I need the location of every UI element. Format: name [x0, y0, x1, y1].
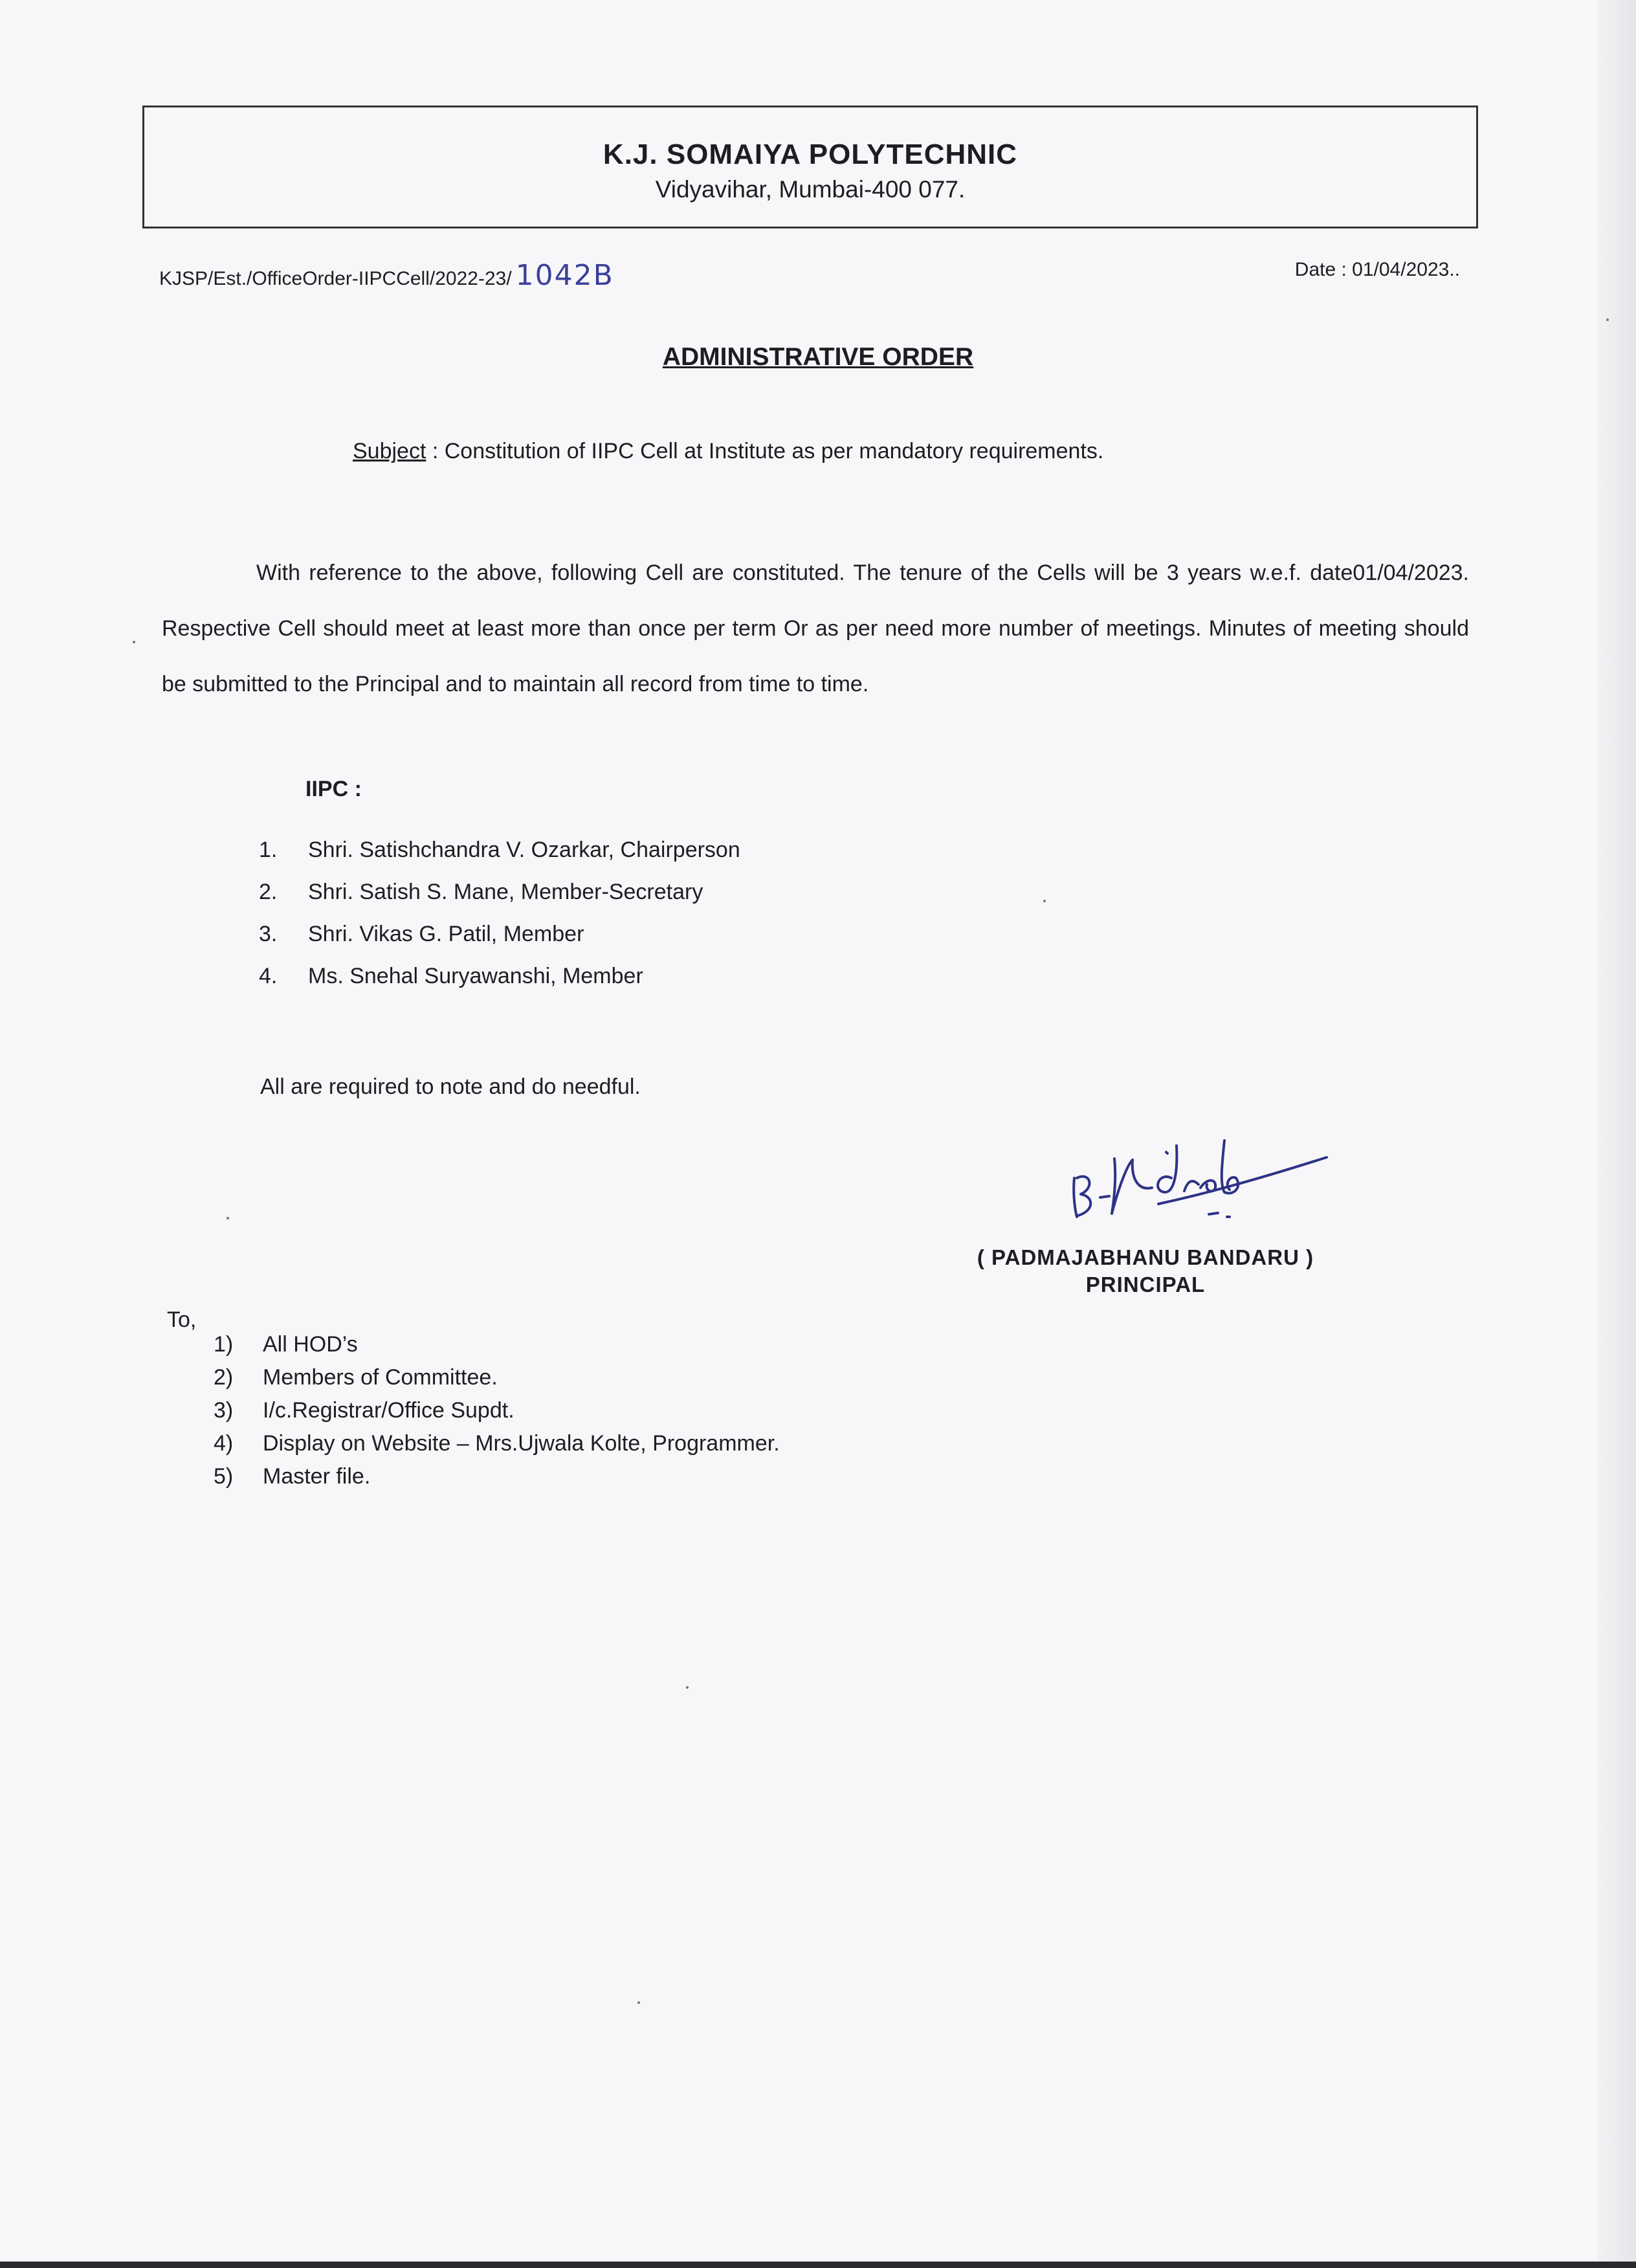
- reference-handwritten: 1042B: [515, 259, 614, 292]
- order-title: ADMINISTRATIVE ORDER: [662, 343, 974, 371]
- list-item: [259, 964, 740, 1006]
- institution-name: K.J. SOMAIYA POLYTECHNIC: [602, 139, 1018, 170]
- scan-speck: [1606, 318, 1609, 321]
- recipient: I/c.Registrar/Office Supdt.: [263, 1398, 514, 1423]
- scan-speck: [227, 1217, 229, 1219]
- recipient: Master file.: [263, 1464, 371, 1489]
- reference-printed: KJSP/Est./OfficeOrder-IIPCCell/2022-23/: [159, 268, 512, 289]
- list-item: [259, 880, 740, 922]
- item-number: 5): [214, 1464, 234, 1489]
- member-name: Shri. Vikas G. Patil, Member: [308, 922, 584, 946]
- subject-label: Subject: [353, 439, 426, 463]
- list-item: [259, 922, 740, 964]
- page-edge-shadow: [1597, 0, 1636, 2268]
- bottom-scan-edge: [0, 2262, 1636, 2268]
- scan-speck: [133, 641, 135, 643]
- committee-heading: IIPC :: [305, 777, 362, 801]
- handwritten-signature: [1055, 1081, 1340, 1230]
- list-item: [214, 1365, 780, 1398]
- list-item: [214, 1464, 780, 1497]
- distribution-list: [214, 1332, 780, 1497]
- item-number: 2): [214, 1365, 234, 1390]
- member-name: Ms. Snehal Suryawanshi, Member: [308, 964, 643, 988]
- item-number: 3): [214, 1398, 234, 1423]
- recipient: Display on Website – Mrs.Ujwala Kolte, Programmer.: [263, 1431, 780, 1456]
- item-number: 4.: [259, 964, 278, 988]
- signatory-designation: PRINCIPAL: [1085, 1273, 1206, 1296]
- recipient: All HOD’s: [263, 1332, 358, 1357]
- subject-line: [353, 439, 1103, 464]
- institution-address: Vidyavihar, Mumbai-400 077.: [655, 176, 966, 203]
- committee-members-list: [259, 838, 740, 1006]
- letterhead-box: [142, 106, 1478, 228]
- member-name: Shri. Satishchandra V. Ozarkar, Chairperson: [308, 838, 740, 862]
- list-item: [259, 838, 740, 880]
- reference-number: [159, 259, 614, 292]
- item-number: 1.: [259, 838, 278, 862]
- signatory-block: [958, 1244, 1333, 1298]
- list-item: [214, 1398, 780, 1431]
- recipient: Members of Committee.: [263, 1365, 498, 1390]
- distribution-label: To,: [167, 1307, 197, 1332]
- item-number: 2.: [259, 880, 278, 904]
- scan-speck: [686, 1686, 689, 1689]
- item-number: 4): [214, 1431, 234, 1456]
- list-item: [214, 1431, 780, 1464]
- scan-speck: [637, 2001, 640, 2004]
- scan-speck: [1043, 900, 1046, 902]
- member-name: Shri. Satish S. Mane, Member-Secretary: [308, 880, 703, 904]
- body-paragraph: With reference to the above, following Cell are constituted. The tenure of the Cells will be 3 years w.e.f. date01/04/2023. Respective Cell should meet at least more than once per term Or as per need more number of meetings. Minutes of meeting should be submitted to the Principal and to maintain all record from time to time.: [162, 561, 1469, 696]
- item-number: 3.: [259, 922, 278, 946]
- signatory-name: ( PADMAJABHANU BANDARU ): [977, 1245, 1314, 1269]
- item-number: 1): [214, 1332, 234, 1357]
- order-date: Date : 01/04/2023..: [1294, 259, 1460, 280]
- closing-note: All are required to note and do needful.: [260, 1074, 641, 1099]
- subject-text: : Constitution of IIPC Cell at Institute as per mandatory requirements.: [426, 439, 1104, 463]
- list-item: [214, 1332, 780, 1365]
